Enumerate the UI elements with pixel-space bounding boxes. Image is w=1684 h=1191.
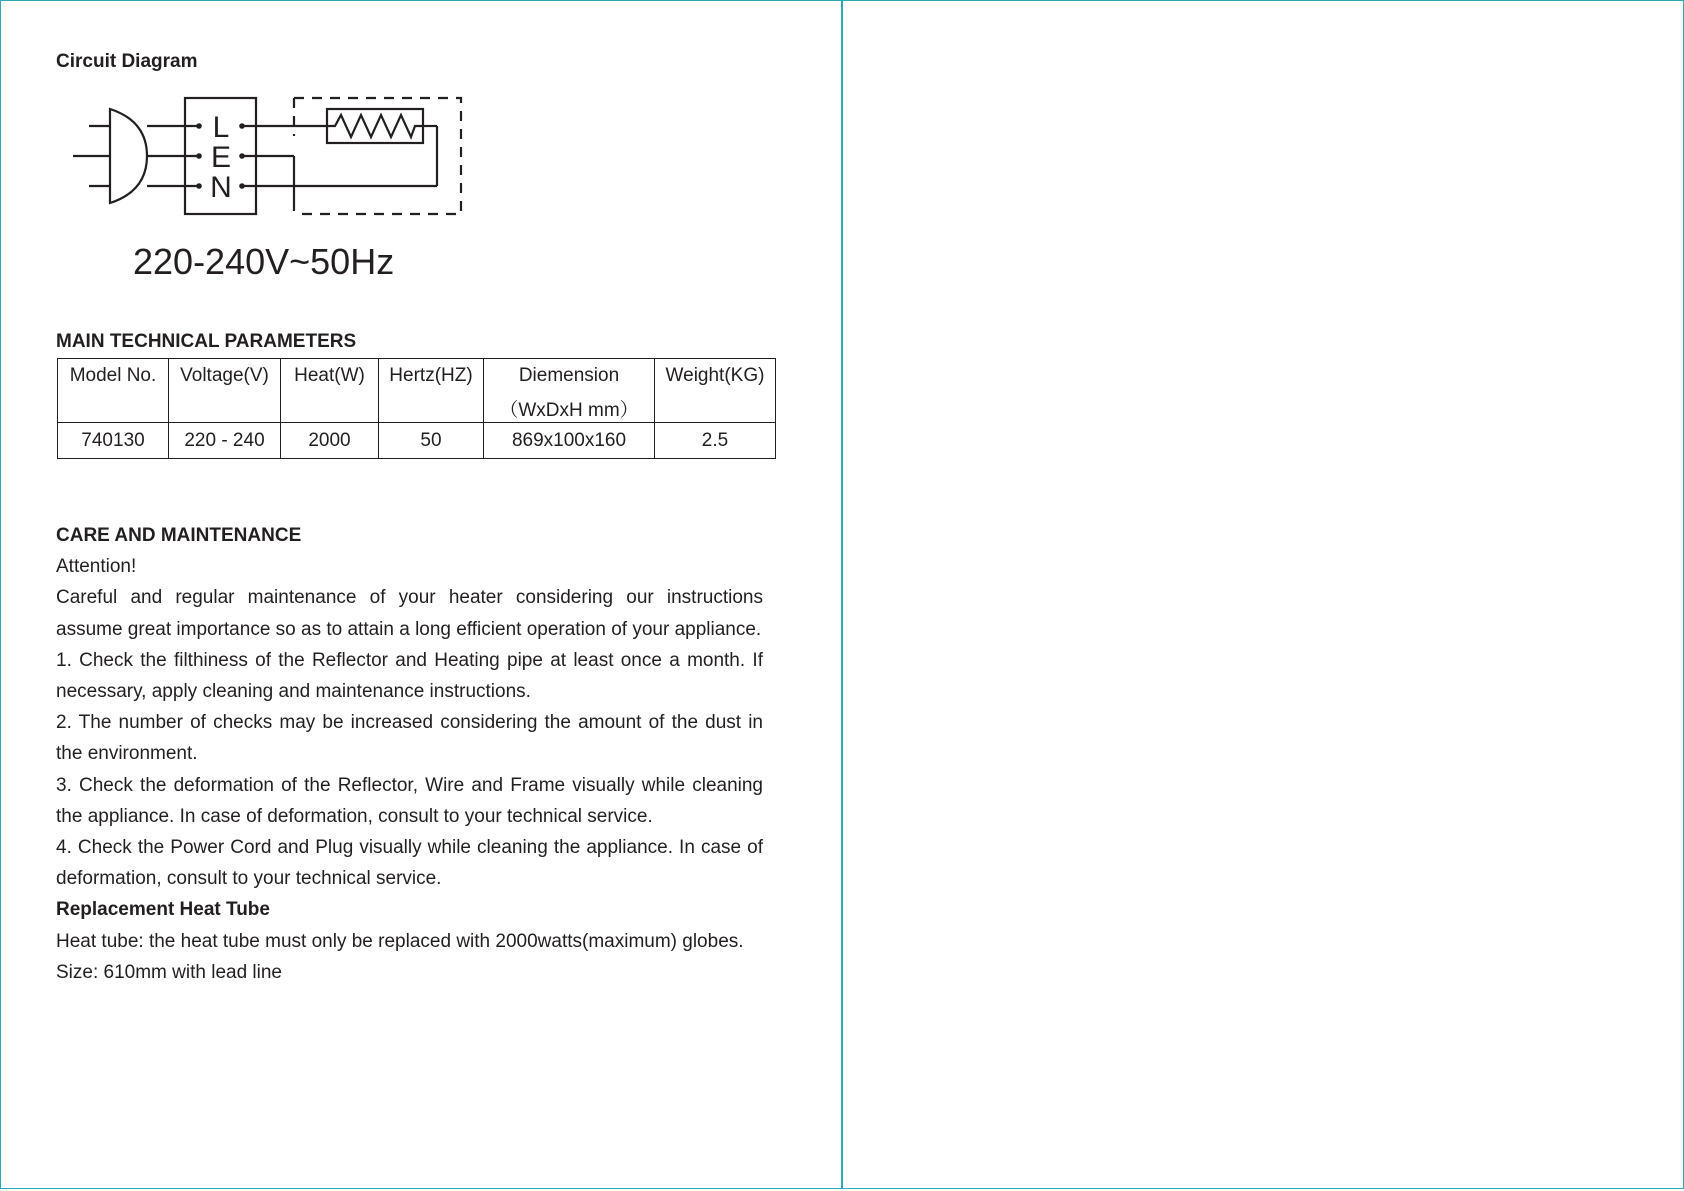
right-page (841, 0, 1684, 1189)
parameters-table (57, 358, 776, 459)
care-intro: Careful and regular maintenance of your heater considering our instructions assume great importance so as to attain a long efficient operation of your appliance. (56, 587, 763, 640)
cell-voltage: 220 - 240 (169, 423, 281, 459)
cell-weight: 2.5 (655, 423, 776, 459)
th-weight: Weight(KG) (655, 359, 776, 423)
cell-heat: 2000 (281, 423, 379, 459)
left-page (0, 0, 843, 1189)
replacement-heading: Replacement Heat Tube (56, 899, 270, 921)
cell-hertz: 50 (379, 423, 484, 459)
circuit-diagram (61, 86, 481, 216)
th-dimension-unit: （WxDxH mm） (499, 400, 639, 421)
th-model: Model No. (58, 359, 169, 423)
circuit-heading: Circuit Diagram (56, 51, 198, 72)
th-dimension-label: Diemension (518, 365, 620, 386)
replacement-text: Heat tube: the heat tube must only be replaced with 2000watts(maximum) globes. (56, 930, 744, 952)
th-voltage: Voltage(V) (169, 359, 281, 423)
care-item-1: 1. Check the filthiness of the Reflector and Heating pipe at least once a month. If necessary, apply cleaning and maintenance instructions. (56, 649, 763, 703)
table-row (58, 423, 776, 459)
terminal-n: N (210, 171, 232, 204)
terminal-e: E (210, 141, 232, 174)
care-heading: CARE AND MAINTENANCE (56, 525, 302, 546)
th-dimension (484, 359, 655, 423)
care-section (56, 520, 763, 988)
terminal-l: L (212, 111, 230, 144)
voltage-rating: 220-240V~50Hz (133, 241, 395, 282)
care-item-3: 3. Check the deformation of the Reflector, Wire and Frame visually while cleaning the appliance. In case of deformation, consult to your technical service. (56, 774, 763, 827)
table-header-row (58, 359, 776, 423)
plug-symbol (110, 109, 147, 203)
th-heat: Heat(W) (281, 359, 379, 423)
th-hertz: Hertz(HZ) (379, 359, 484, 423)
care-item-2: 2. The number of checks may be increased considering the amount of the dust in the environment. (56, 712, 763, 765)
replacement-size: Size: 610mm with lead line (56, 961, 282, 983)
attention-text: Attention! (56, 556, 137, 578)
cell-model: 740130 (58, 423, 169, 459)
cell-dimension: 869x100x160 (484, 423, 655, 459)
params-heading: MAIN TECHNICAL PARAMETERS (56, 331, 357, 352)
care-item-4: 4. Check the Power Cord and Plug visually while cleaning the appliance. In case of deformation, consult to your technical service. (56, 837, 763, 890)
